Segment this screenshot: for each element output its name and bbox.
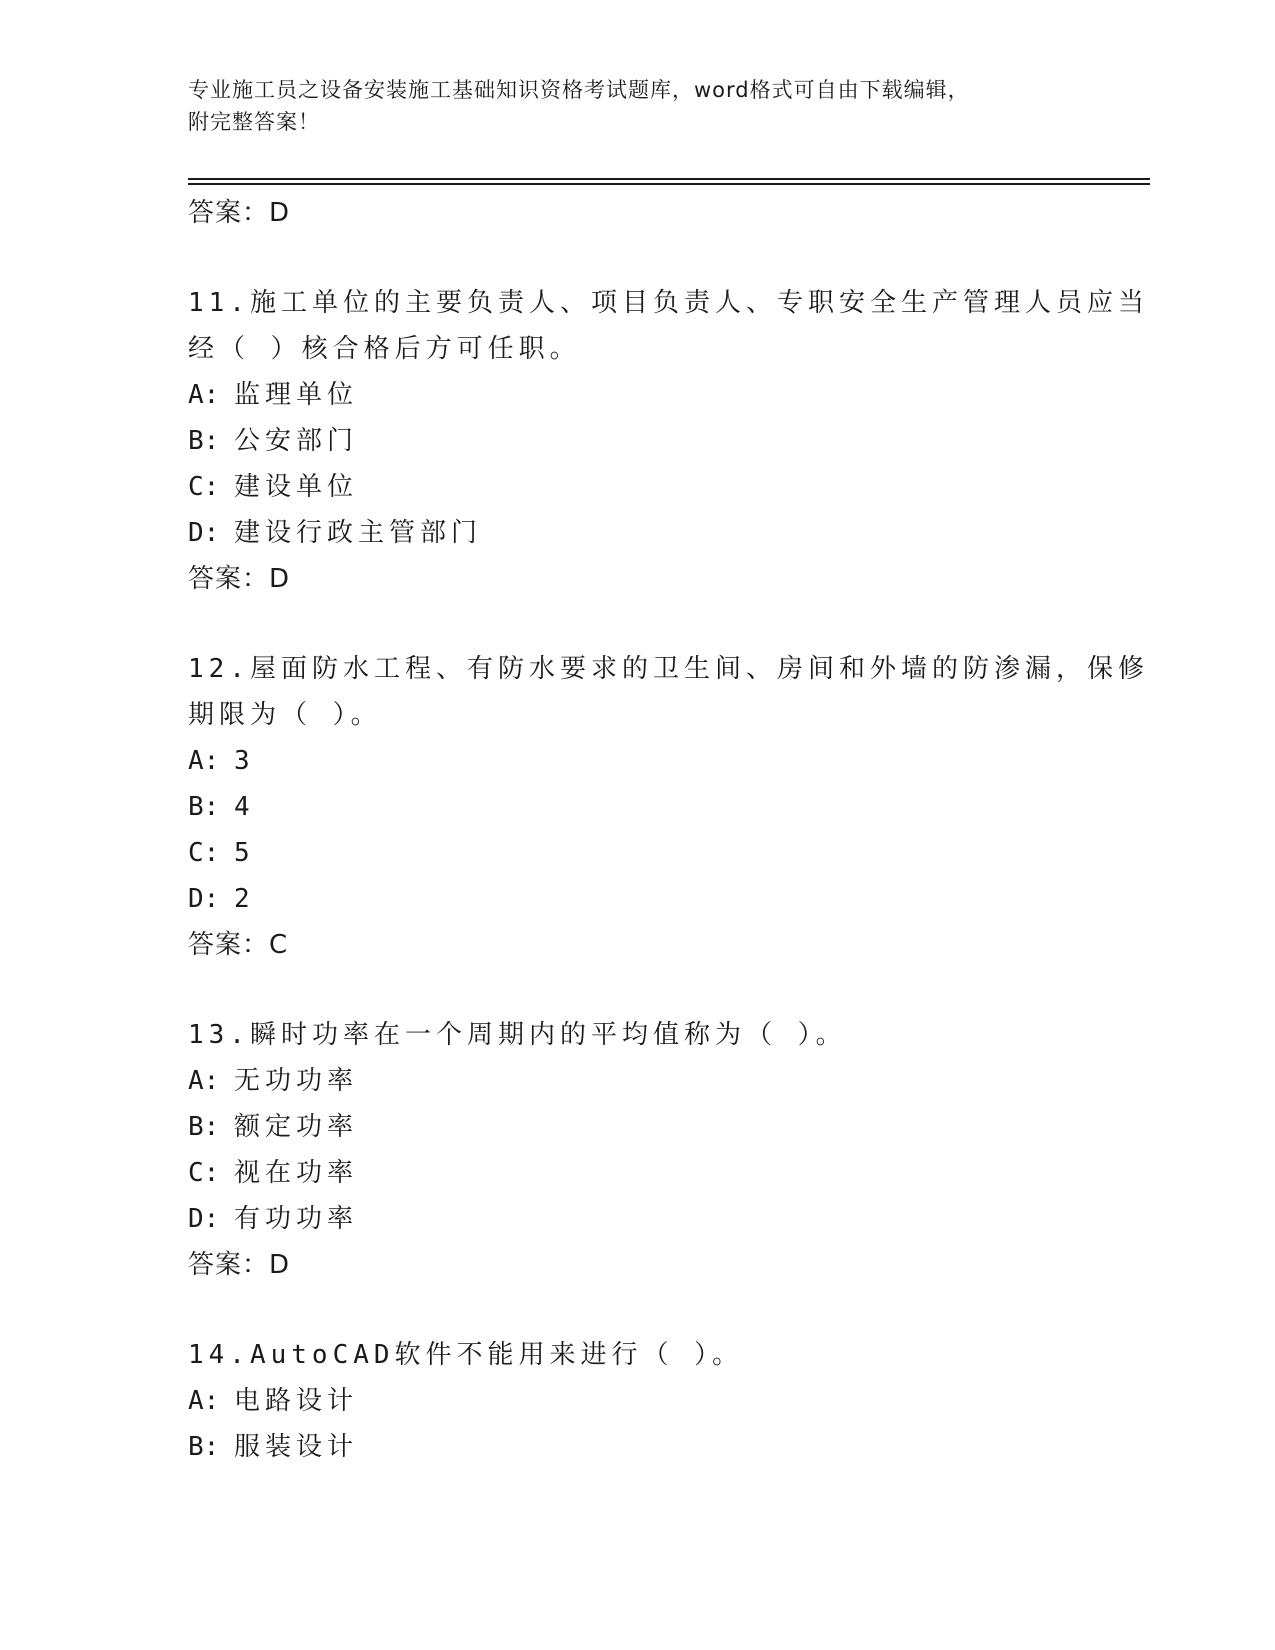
document-header xyxy=(188,74,1088,138)
option-letter: B: xyxy=(188,1432,220,1462)
stem-line: 14.AutoCAD软件不能用来进行（ ）。 xyxy=(188,1340,744,1370)
option-d xyxy=(188,876,1088,922)
option-text: 有功功率 xyxy=(234,1204,359,1234)
option-letter: D: xyxy=(188,518,220,548)
option-letter: B: xyxy=(188,426,220,456)
option-text: 5 xyxy=(234,838,255,868)
option-text: 服装设计 xyxy=(234,1432,359,1462)
question-stem xyxy=(188,280,1149,372)
option-text: 无功功率 xyxy=(234,1066,359,1096)
option-letter: A: xyxy=(188,1386,220,1416)
header-divider-bottom xyxy=(188,183,1150,185)
option-a xyxy=(188,1058,1088,1104)
stem-line: 经（ ）核合格后方可任职。 xyxy=(188,334,581,364)
option-c xyxy=(188,1150,1088,1196)
question-list xyxy=(188,190,1149,1470)
question-13 xyxy=(188,1012,1088,1288)
option-letter: B: xyxy=(188,792,220,822)
stem-line: 11.施工单位的主要负责人、项目负责人、专职安全生产管理人员应当 xyxy=(188,288,1149,318)
answer-line: 答案：D xyxy=(188,1250,291,1280)
option-letter: B: xyxy=(188,1112,220,1142)
option-letter: D: xyxy=(188,1204,220,1234)
option-letter: A: xyxy=(188,380,220,410)
option-d xyxy=(188,1196,1088,1242)
question-12 xyxy=(188,646,1149,968)
stem-line: 12.屋面防水工程、有防水要求的卫生间、房间和外墙的防渗漏，保修 xyxy=(188,654,1149,684)
option-letter: D: xyxy=(188,884,220,914)
option-c xyxy=(188,464,1088,510)
option-letter: C: xyxy=(188,838,220,868)
header-divider-top xyxy=(188,178,1150,180)
option-b xyxy=(188,1104,1088,1150)
option-a xyxy=(188,738,1088,784)
option-text: 4 xyxy=(234,792,255,822)
stem-line: 期限为（ ）。 xyxy=(188,700,382,730)
header-line-1: 专业施工员之设备安装施工基础知识资格考试题库，word格式可自由下载编辑， xyxy=(188,78,970,102)
option-letter: C: xyxy=(188,472,220,502)
question-stem xyxy=(188,1012,1088,1058)
option-text: 视在功率 xyxy=(234,1158,359,1188)
option-letter: C: xyxy=(188,1158,220,1188)
option-b xyxy=(188,784,1088,830)
answer-line: 答案：C xyxy=(188,930,289,960)
option-text: 建设行政主管部门 xyxy=(234,518,483,548)
option-text: 电路设计 xyxy=(234,1386,359,1416)
option-b xyxy=(188,418,1088,464)
option-text: 公安部门 xyxy=(234,426,359,456)
stem-line: 13.瞬时功率在一个周期内的平均值称为（ ）。 xyxy=(188,1020,847,1050)
option-letter: A: xyxy=(188,1066,220,1096)
header-line-2: 附完整答案！ xyxy=(188,110,320,134)
option-letter: A: xyxy=(188,746,220,776)
question-14 xyxy=(188,1332,1088,1470)
option-text: 额定功率 xyxy=(234,1112,359,1142)
option-text: 3 xyxy=(234,746,255,776)
option-a xyxy=(188,372,1088,418)
option-text: 2 xyxy=(234,884,255,914)
answer-line: 答案：D xyxy=(188,564,291,594)
option-a xyxy=(188,1378,1088,1424)
option-d xyxy=(188,510,1088,556)
option-b xyxy=(188,1424,1088,1470)
question-stem xyxy=(188,646,1149,738)
option-text: 监理单位 xyxy=(234,380,359,410)
option-c xyxy=(188,830,1088,876)
question-stem xyxy=(188,1332,1088,1378)
answer-line: 答案：D xyxy=(188,198,291,228)
question-11 xyxy=(188,280,1149,602)
option-text: 建设单位 xyxy=(234,472,359,502)
